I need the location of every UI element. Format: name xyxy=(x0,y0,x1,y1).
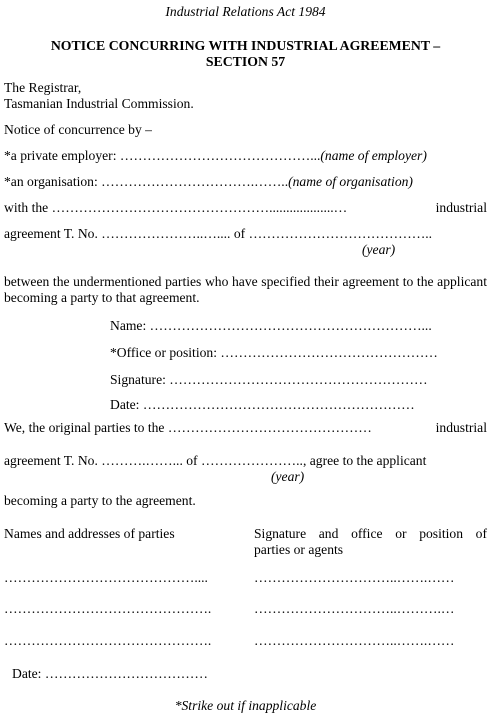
signature-field[interactable]: ………………………………………………… xyxy=(169,372,428,387)
footer-date-label: Date: xyxy=(12,666,42,681)
agreement-number-label-2: agreement T. No. xyxy=(4,453,98,468)
agree-text: agree to the applicant xyxy=(309,453,427,468)
party-name-field-3[interactable]: ………………………………………. xyxy=(4,633,212,648)
signature-label: Signature: xyxy=(110,372,166,387)
act-title: Industrial Relations Act 1984 xyxy=(165,4,326,19)
employer-label: *a private employer: xyxy=(4,148,117,163)
employer-field[interactable]: ……………………………………... xyxy=(119,148,321,163)
agreement-number-line xyxy=(4,226,432,242)
office-label: *Office or position: xyxy=(110,345,217,360)
date-line xyxy=(110,397,415,413)
organisation-label: *an organisation: xyxy=(4,174,98,189)
industrial-word-2: industrial xyxy=(435,420,487,435)
employer-line xyxy=(4,148,427,164)
agreement-year-field[interactable]: ………………………………….. xyxy=(248,226,433,241)
original-agreement-field[interactable]: ……………………………………… xyxy=(167,420,372,435)
party-signature-field-2[interactable]: …………………………..……….… xyxy=(254,601,455,616)
names-addresses-header: Names and addresses of parties xyxy=(4,526,175,541)
organisation-line xyxy=(4,174,413,190)
party-name-field-1[interactable]: …………………………………….... xyxy=(4,570,208,585)
date-label: Date: xyxy=(110,397,140,412)
addressee-line2: Tasmanian Industrial Commission. xyxy=(4,96,194,111)
agreement-number-field[interactable]: …………………..….... xyxy=(101,226,231,241)
between-paragraph: between the undermentioned parties who have specified their agreement to the applicant becoming a party to that agreement. xyxy=(4,274,487,305)
form-title-line1: NOTICE CONCURRING WITH INDUSTRIAL AGREEMENT – xyxy=(50,38,441,53)
name-field[interactable]: ……………………………………………………... xyxy=(149,318,432,333)
signature-line xyxy=(110,372,428,388)
concurrence-intro: Notice of concurrence by – xyxy=(4,122,152,137)
agreement-year-field-2[interactable]: ………………….., xyxy=(200,453,307,468)
office-field[interactable]: ………………………………………… xyxy=(220,345,438,360)
signature-office-header-line1: Signature and office or position of xyxy=(254,526,487,541)
year-hint-2: (year) xyxy=(271,469,305,484)
with-the-line xyxy=(4,200,347,216)
footer-date-field[interactable]: ……………………………… xyxy=(44,666,208,681)
of-text: of xyxy=(233,226,246,241)
date-field[interactable]: …………………………………………………… xyxy=(142,397,415,412)
name-label: Name: xyxy=(110,318,147,333)
strike-out-note: *Strike out if inapplicable xyxy=(174,698,317,713)
we-text: We, the original parties to the xyxy=(4,420,165,435)
signature-office-header-line2: parties or agents xyxy=(254,542,344,557)
organisation-hint: (name of organisation) xyxy=(288,174,413,189)
organisation-field[interactable]: …………………………….…….. xyxy=(101,174,289,189)
with-the-text: with the xyxy=(4,200,49,215)
employer-hint: (name of employer) xyxy=(320,148,427,163)
we-line xyxy=(4,420,372,436)
party-signature-field-1[interactable]: …………………………..…….…… xyxy=(254,570,455,585)
form-title-line2: SECTION 57 xyxy=(205,54,286,69)
addressee-line1: The Registrar, xyxy=(4,80,82,95)
office-line xyxy=(110,345,438,361)
agreement-number-label: agreement T. No. xyxy=(4,226,98,241)
agreement-number-field-2[interactable]: ……….……... xyxy=(101,453,183,468)
party-name-field-2[interactable]: ………………………………………. xyxy=(4,601,212,616)
becoming-text: becoming a party to the agreement. xyxy=(4,493,196,508)
year-hint: (year) xyxy=(362,242,396,257)
party-signature-field-3[interactable]: …………………………..…….…… xyxy=(254,633,455,648)
name-line xyxy=(110,318,432,334)
industrial-word: industrial xyxy=(435,200,487,215)
footer-date-line xyxy=(12,666,208,682)
agreement-number-line-2 xyxy=(4,453,426,469)
of-text-2: of xyxy=(186,453,198,468)
agreement-name-field[interactable]: …………………………………………...................… xyxy=(51,200,348,215)
